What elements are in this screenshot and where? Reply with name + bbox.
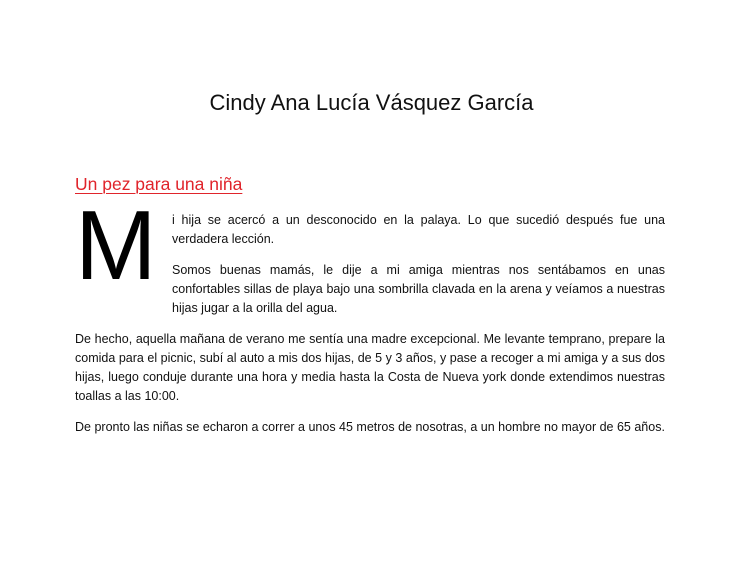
drop-cap-letter: M xyxy=(75,190,157,300)
author-name: Cindy Ana Lucía Vásquez García xyxy=(209,90,534,115)
paragraph-4: De pronto las niñas se echaron a correr a unos 45 metros de nosotras, a un hombre no mayor de 65 años. xyxy=(75,420,665,434)
paragraph-2: Somos buenas mamás, le dije a mi amiga mientras nos sentábamos en unas confortables sillas de playa bajo una sombrilla clavada en la arena y veíamos a nuestras hijas jugar a la orilla del agua. xyxy=(172,263,665,315)
paragraph-1: i hija se acercó a un desconocido en la palaya. Lo que sucedió después fue una verdadera lección. xyxy=(172,213,665,246)
story-title: Un pez para una niña xyxy=(75,174,243,194)
paragraph-3: De hecho, aquella mañana de verano me sentía una madre excepcional. Me levante temprano, prepare la comida para el picnic, subí al auto a mis dos hijas, de 5 y 3 años, y pase a recoger a mi amiga y a sus dos hijas, luego conduje durante una hora y media hasta la Costa de Nueva york donde extendimos nuestras toallas a las 10:00. xyxy=(75,332,665,403)
